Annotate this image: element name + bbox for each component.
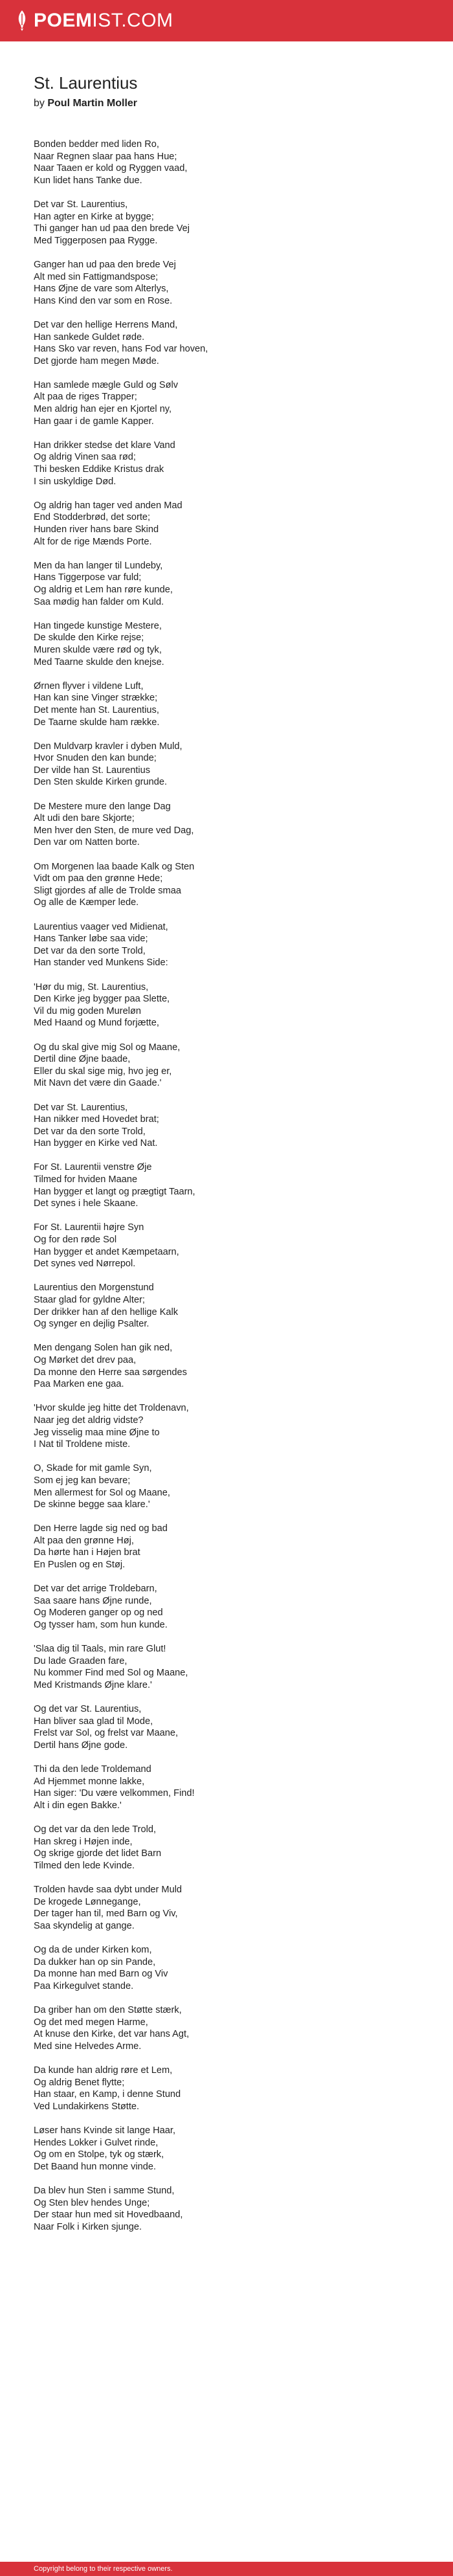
poem-line: 'Hør du mig, St. Laurentius, [34,981,149,992]
poem-line: Som ej jeg kan bevare; [34,1475,131,1486]
poem-line: Tilmed den lede Kvinde. [34,1860,135,1871]
poem-line: Saa saare hans Øjne runde, [34,1595,152,1606]
poem-line: Han bygger et andet Kæmpetaarn, [34,1246,179,1257]
poem-line: Løser hans Kvinde sit lange Haar, [34,2125,176,2136]
poem-line: Alt med sin Fattigmandspose; [34,271,159,282]
poem-line: Han nikker med Hovedet brat; [34,1114,159,1125]
copyright-text: Copyright belong to their respective owners. [34,2565,173,2573]
poem-line: Der drikker han af den hellige Kalk [34,1306,179,1317]
poem-line: End Stodderbrød, det sorte; [34,512,151,523]
poem-stanza [34,1583,419,1631]
poem-line: Alt for de rige Mænds Porte. [34,536,152,547]
poem-line: Og da de under Kirken kom, [34,1945,152,1956]
poem-content [0,73,453,2233]
poem-line: Vil du mig goden Mureløn [34,1005,142,1016]
poem-line: Muren skulde være rød og tyk, [34,644,162,655]
poem-stanza [34,1523,419,1571]
poem-line: Han gaar i de gamle Kapper. [34,416,154,427]
poem-line: I Nat til Troldene miste. [34,1439,131,1450]
poem-line: Han drikker stedse det klare Vand [34,440,175,451]
poem-line: Han skreg i Højen inde, [34,1836,133,1847]
poem-line: Da dukker han op sin Pande, [34,1956,156,1967]
poem-line: 'Hvor skulde jeg hitte det Troldenavn, [34,1403,189,1414]
poem-line: Han bliver saa glad til Mode, [34,1716,153,1727]
poem-line: Den var om Natten borte. [34,837,140,848]
poem-line: Og skrige gjorde det lidet Barn [34,1848,162,1859]
poem-line: Bonden bedder med liden Ro, [34,139,159,150]
poem-line: Ganger han ud paa den brede Vej [34,259,176,270]
poem-line: En Puslen og en Støj. [34,1560,126,1571]
site-header [0,0,453,41]
poem-line: Hans Tanker løbe saa vide; [34,934,148,945]
poem-line: Sligt gjordes af alle de Trolde smaa [34,885,181,896]
poem-line: Hendes Lokker i Gulvet rinde, [34,2137,159,2148]
poem-line: Med Haand og Mund forjætte, [34,1018,159,1029]
poem-line: Thi da den lede Troldemand [34,1764,151,1775]
poem-line: Og Mørket det drev paa, [34,1354,137,1365]
poem-line: For St. Laurentii venstre Øje [34,1162,152,1173]
poem-line: Den Muldvarp kravler i dyben Muld, [34,741,182,752]
poem-line: Han agter en Kirke at bygge; [34,211,154,222]
poem-line: Naar Folk i Kirken sjunge. [34,2221,142,2232]
poem-line: Da hørte han i Højen brat [34,1547,140,1558]
poem-line: Han sankede Guldet røde. [34,331,145,342]
poem-stanza [34,440,419,487]
poem-line: Og om en Stolpe, tyk og stærk, [34,2149,164,2160]
poem-line: Paa Marken ene gaa. [34,1379,124,1390]
poem-line: De Mestere mure den lange Dag [34,801,171,812]
poem-stanza [34,1282,419,1330]
poem-line: Kun lidet hans Tanke due. [34,175,142,186]
poem-stanza [34,1042,419,1090]
poem-line: Men aldrig han ejer en Kjortel ny, [34,404,172,415]
poem-stanza [34,1161,419,1209]
poem-line: Staar glad for gyldne Alter; [34,1295,145,1305]
poem-line: Den Herre lagde sig ned og bad [34,1523,168,1534]
poem-stanza [34,1703,419,1751]
poem-line: Naar Taaen er kold og Ryggen vaad, [34,163,188,174]
poem-line: Der vilde han St. Laurentius [34,765,151,776]
quill-pen-icon [14,10,30,32]
poem-stanza [34,2185,419,2233]
poem-stanza [34,1884,419,1932]
poem-line: Og aldrig han tager ved anden Mad [34,500,182,511]
poem-line: Det var da den sorte Trold, [34,1126,146,1137]
poem-line: Det var St. Laurentius, [34,199,128,210]
poem-stanza [34,1342,419,1390]
poem-stanza [34,1824,419,1872]
site-footer [0,2562,453,2576]
poem-line: Det var da den sorte Trold, [34,945,146,956]
poem-line: Og for den røde Sol [34,1235,117,1246]
logo-text-bold: POEM [34,10,93,31]
poem-line: Han kan sine Vinger strække; [34,693,158,704]
poem-line: Men dengang Solen han gik ned, [34,1343,173,1354]
poem-line: Han siger: 'Du være velkommen, Find! [34,1788,195,1799]
poem-stanza [34,319,419,367]
poem-line: Hans Øjne de vare som Alterlys, [34,284,169,295]
poem-line: Da kunde han aldrig røre et Lem, [34,2065,173,2076]
poem-line: I sin uskyldige Død. [34,476,116,487]
poem-stanza [34,1102,419,1150]
poem-line: Om Morgenen laa baade Kalk og Sten [34,861,195,872]
poem-line: Det synes ved Nørrepol. [34,1259,136,1270]
poem-stanza [34,741,419,789]
poem-line: Det Baand hun monne vinde. [34,2161,157,2172]
poem-line: Der tager han til, med Barn og Viv, [34,1909,178,1920]
poem-stanza [34,1643,419,1691]
poem-line: Alt udi den bare Skjorte; [34,813,135,824]
poem-line: Men hver den Sten, de mure ved Dag, [34,825,194,836]
poem-line: Naar Regnen slaar paa hans Hue; [34,151,177,162]
poem-line: Med Kristmands Øjne klare.' [34,1680,152,1690]
poem-line: Og det var St. Laurentius, [34,1704,142,1715]
poem-line: Alt paa den grønne Høj, [34,1535,134,1546]
poem-line: Jeg visselig maa mine Øjne to [34,1427,160,1438]
poem-line: Den Kirke jeg bygger paa Slette, [34,994,170,1005]
poem-line: Han samlede mægle Guld og Sølv [34,379,179,390]
poem-stanza [34,1402,419,1450]
poem-line: De skinne begge saa klare.' [34,1499,150,1510]
poem-line: Da monne den Herre saa sørgendes [34,1367,187,1378]
poem-line: Og aldrig Benet flytte; [34,2077,125,2088]
poem-line: Og alle de Kæmper lede. [34,897,139,908]
poem-stanza [34,2125,419,2173]
poem-line: Saa skyndelig at gange. [34,1920,135,1931]
poem-line: De skulde den Kirke rejse; [34,633,144,644]
poem-line: Alt paa de riges Trapper; [34,392,137,403]
poem-line: Nu kommer Find med Sol og Maane, [34,1668,188,1679]
poem-stanza [34,680,419,728]
poem-stanza [34,861,419,909]
poem-line: Og Moderen ganger op og ned [34,1607,163,1618]
byline [34,97,419,110]
poem-line: Han tingede kunstige Mestere, [34,620,162,631]
poem-stanza [34,1944,419,1992]
poem-line: Hunden river hans bare Skind [34,524,159,535]
poem-line: Hvor Snuden den kan bunde; [34,753,157,764]
poem-line: Da monne han med Barn og Viv [34,1969,168,1980]
poem-stanza [34,1222,419,1270]
poem-line: Det mente han St. Laurentius, [34,704,159,715]
poem-stanza [34,259,419,307]
poem-stanza [34,1462,419,1510]
poem-stanza [34,921,419,969]
poem-title: St. Laurentius [34,73,138,93]
poem-line: Naar jeg det aldrig vidste? [34,1415,144,1426]
poem-line: Ad Hjemmet monne lakke, [34,1776,145,1787]
poem-line: De Taarne skulde ham række. [34,717,160,728]
poem-line: Han bygger en Kirke ved Nat. [34,1138,158,1149]
poem-line: Thi ganger han ud paa den brede Vej [34,223,190,234]
poem-line: Hans Tiggerpose var fuld; [34,572,142,583]
poem-line: Tilmed for hviden Maane [34,1174,138,1185]
poem-line: Og det med megen Harme, [34,2017,148,2028]
poem-line: Med sine Helvedes Arme. [34,2041,142,2052]
poem-stanza [34,500,419,548]
poem-line: Du lade Graaden fare, [34,1655,127,1666]
poem-line: Da blev hun Sten i samme Stund, [34,2185,175,2196]
poem-stanza [34,379,419,427]
poem-line: Hans Kind den var som en Rose. [34,295,173,306]
poem-line: Og synger en dejlig Psalter. [34,1319,149,1330]
poem-line: Hans Sko var reven, hans Fod var hoven, [34,344,208,355]
poem-line: Saa mødig han falder om Kuld. [34,596,164,607]
poem-line: Laurentius vaager ved Midienat, [34,921,168,932]
poem-line: Det synes i hele Skaane. [34,1198,138,1209]
poem-line: Han stander ved Munkens Side: [34,958,168,969]
poem-line: Mit Navn det være din Gaade.' [34,1078,162,1089]
poem-line: Og aldrig Vinen saa rød; [34,452,136,463]
poem-line: Det var St. Laurentius, [34,1102,128,1113]
poem-line: For St. Laurentii højre Syn [34,1222,144,1233]
poem-line: Laurentius den Morgenstund [34,1282,154,1294]
poem-stanza [34,801,419,849]
poem-stanza [34,2065,419,2112]
poem-line: O, Skade for mit gamle Syn, [34,1463,152,1474]
poem-line: Thi besken Eddike Kristus drak [34,464,164,475]
poem-line: Men da han langer til Lundeby, [34,560,163,571]
poem-line: At knuse den Kirke, det var hans Agt, [34,2029,190,2040]
poem-line: Det var det arrige Troldebarn, [34,1584,157,1595]
poem-line: Der staar hun med sit Hovedbaand, [34,2210,183,2221]
poem-line: Med Tiggerposen paa Rygge. [34,235,158,246]
poem-line: Den Sten skulde Kirken grunde. [34,777,168,788]
poem-line: Det gjorde ham megen Møde. [34,355,159,366]
poem-line: Paa Kirkegulvet stande. [34,1980,134,1991]
poem-line: Ved Lundakirkens Støtte. [34,2101,140,2112]
poem-line: Men allermest for Sol og Maane, [34,1487,170,1498]
byline-prefix: by [34,98,45,109]
poem-line: Med Taarne skulde den knejse. [34,656,164,667]
poem-line: De krogede Lønnegange, [34,1896,141,1907]
logo-text-rest: IST.COM [92,10,173,31]
poem-line: Det var den hellige Herrens Mand, [34,319,178,330]
poem-stanza [34,139,419,186]
poem-line: Alt i din egen Bakke.' [34,1800,122,1811]
poem-line: Eller du skal sige mig, hvo jeg er, [34,1066,172,1077]
poem-line: Dertil dine Øjne baade, [34,1054,131,1065]
author-link[interactable]: Poul Martin Moller [47,98,138,109]
poem-line: Frelst var Sol, og frelst var Maane, [34,1728,179,1739]
poem-line: Trolden havde saa dybt under Muld [34,1885,182,1896]
poem-line: Han bygger et langt og prægtigt Taarn, [34,1186,195,1197]
poem-line: Og du skal give mig Sol og Maane, [34,1042,181,1053]
poem-line: Og aldrig et Lem han røre kunde, [34,584,173,595]
poem-line: Ørnen flyver i vildene Luft, [34,680,144,691]
poem-stanza [34,1764,419,1811]
poem-stanza [34,620,419,668]
poem-line: Han staar, en Kamp, i denne Stund [34,2089,181,2100]
poem-line: Dertil hans Øjne gode. [34,1740,128,1751]
poem-body [34,139,419,2233]
site-logo[interactable] [14,10,173,32]
poem-line: Og tysser ham, som hun kunde. [34,1620,168,1631]
poem-stanza [34,560,419,608]
poem-line: Og det var da den lede Trold, [34,1824,157,1835]
poem-stanza [34,981,419,1029]
poem-line: 'Slaa dig til Taals, min rare Glut! [34,1644,166,1655]
poem-line: Da griber han om den Støtte stærk, [34,2005,182,2016]
poem-stanza [34,2004,419,2052]
poem-stanza [34,199,419,247]
poem-line: Og Sten blev hendes Unge; [34,2197,150,2208]
poem-line: Vidt om paa den grønne Hede; [34,873,163,884]
